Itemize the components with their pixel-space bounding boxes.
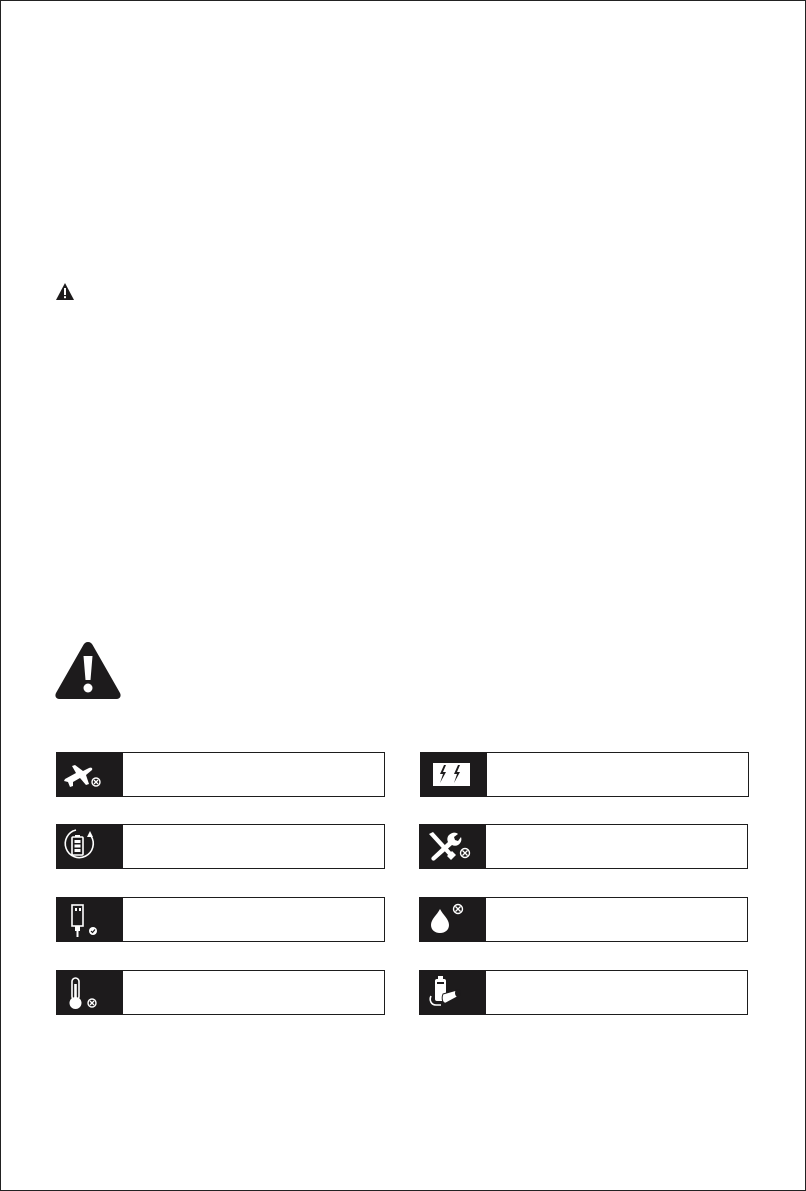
water-prohibited-icon xyxy=(419,897,486,942)
tools-prohibited-icon xyxy=(419,824,486,869)
safety-card-battery-disposal xyxy=(419,970,748,1015)
safety-card-tools xyxy=(419,824,748,869)
large-warning-triangle-icon xyxy=(54,640,122,700)
safety-card-water xyxy=(419,897,748,942)
usb-charging-allowed-icon xyxy=(56,897,123,942)
safety-card-usb xyxy=(56,897,385,942)
battery-disposal-icon xyxy=(419,970,486,1015)
warning-triangle-icon xyxy=(55,282,75,301)
safety-card-airplane xyxy=(56,752,385,797)
battery-lightning-icon xyxy=(420,752,487,797)
battery-cycle-icon xyxy=(56,824,123,869)
safety-card-temperature xyxy=(56,970,385,1015)
airplane-prohibited-icon xyxy=(56,752,123,797)
safety-card-battery-lightning xyxy=(420,752,749,797)
safety-card-battery-cycle xyxy=(56,824,385,869)
temperature-prohibited-icon xyxy=(56,970,123,1015)
